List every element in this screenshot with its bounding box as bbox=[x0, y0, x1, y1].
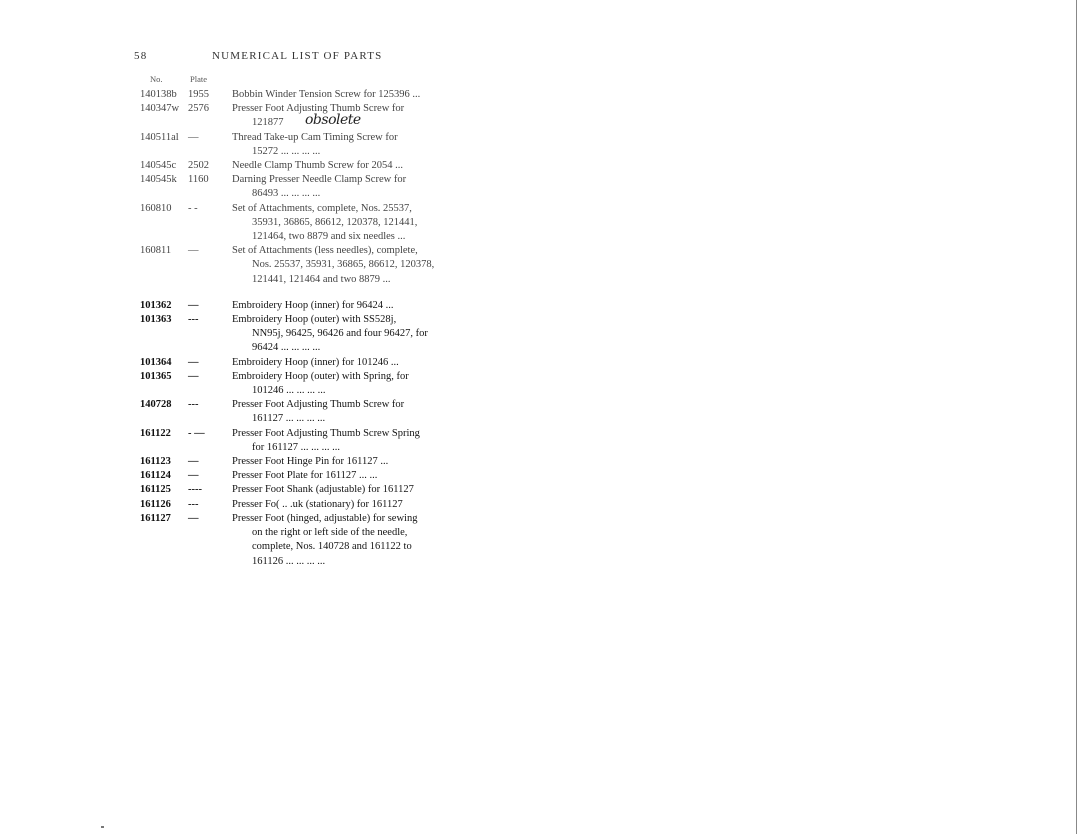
description-line: on the right or left side of the needle, bbox=[252, 527, 408, 539]
part-description bbox=[232, 131, 460, 159]
description-line: Presser Foot Adjusting Thumb Screw for bbox=[232, 399, 405, 411]
page-number: 58 bbox=[134, 50, 148, 62]
part-description bbox=[232, 370, 460, 398]
plate-number: - - bbox=[188, 202, 198, 214]
part-number: 161122 bbox=[140, 427, 171, 439]
part-description bbox=[232, 483, 460, 497]
plate-number: 1955 bbox=[188, 89, 209, 100]
plate-number: 2576 bbox=[188, 103, 209, 115]
part-entry bbox=[140, 512, 470, 569]
column-header-plate: Plate bbox=[190, 74, 207, 84]
plate-number: — bbox=[188, 299, 199, 311]
column-headers bbox=[140, 74, 470, 88]
description-line: 15272 ... ... ... ... bbox=[252, 145, 321, 157]
description-line: Presser Fo( .. .uk (stationary) for 161127 bbox=[232, 498, 403, 510]
part-description bbox=[232, 427, 460, 455]
description-line: Darning Presser Needle Clamp Screw for bbox=[232, 174, 407, 186]
part-description bbox=[232, 159, 460, 173]
description-line: Needle Clamp Thumb Screw for 2054 ... bbox=[232, 160, 403, 172]
part-entry bbox=[140, 299, 470, 313]
part-description bbox=[232, 88, 460, 102]
plate-number: 1160 bbox=[188, 174, 209, 186]
description-line: Presser Foot Hinge Pin for 161127 ... bbox=[232, 456, 389, 468]
part-number: 140545k bbox=[140, 174, 177, 186]
scan-speck bbox=[101, 826, 104, 828]
part-entry bbox=[140, 370, 470, 398]
part-entry bbox=[140, 455, 470, 469]
parts-list-bottom bbox=[140, 299, 470, 569]
part-number: 140728 bbox=[140, 399, 172, 411]
part-entry bbox=[140, 427, 470, 455]
part-description bbox=[232, 398, 460, 426]
description-line: Bobbin Winder Tension Screw for 125396 ... bbox=[232, 89, 421, 100]
description-line: 121441, 121464 and two 8879 ... bbox=[252, 273, 391, 285]
section-gap bbox=[140, 287, 470, 299]
part-number: 161125 bbox=[140, 484, 171, 496]
part-description bbox=[232, 356, 460, 370]
description-line: Set of Attachments (less needles), complete, bbox=[232, 245, 418, 257]
description-line: Embroidery Hoop (inner) for 96424 ... bbox=[232, 299, 394, 311]
part-number: 161123 bbox=[140, 456, 171, 468]
description-line: Thread Take-up Cam Timing Screw for bbox=[232, 131, 398, 143]
description-line: 121877 bbox=[252, 117, 284, 129]
part-entry bbox=[140, 131, 470, 159]
description-line: Embroidery Hoop (inner) for 101246 ... bbox=[232, 356, 399, 368]
description-line: 161126 ... ... ... ... bbox=[252, 555, 326, 567]
plate-number: --- bbox=[188, 314, 199, 326]
page-edge-line bbox=[1076, 0, 1077, 834]
description-line: Embroidery Hoop (outer) with Spring, for bbox=[232, 370, 409, 382]
part-entry bbox=[140, 244, 470, 287]
part-entry bbox=[140, 102, 470, 130]
description-line: Presser Foot Shank (adjustable) for 161127 bbox=[232, 484, 414, 496]
part-description bbox=[232, 173, 460, 201]
description-line: 101246 ... ... ... ... bbox=[252, 385, 326, 397]
part-entry bbox=[140, 356, 470, 370]
description-line: 96424 ... ... ... ... bbox=[252, 342, 321, 354]
part-number: 161126 bbox=[140, 498, 171, 510]
part-number: 160811 bbox=[140, 245, 172, 257]
part-description bbox=[232, 244, 460, 287]
plate-number: --- bbox=[188, 498, 199, 510]
description-line: 35931, 36865, 86612, 120378, 121441, bbox=[252, 216, 418, 228]
plate-number: — bbox=[188, 245, 199, 257]
part-number: 160810 bbox=[140, 202, 172, 214]
part-description bbox=[232, 469, 460, 483]
part-description bbox=[232, 202, 460, 245]
plate-number: --- bbox=[188, 399, 199, 411]
plate-number: — bbox=[188, 512, 199, 524]
description-line: Presser Foot Adjusting Thumb Screw for bbox=[232, 103, 405, 115]
description-line: 86493 ... ... ... ... bbox=[252, 188, 321, 200]
description-line: Presser Foot Plate for 161127 ... ... bbox=[232, 470, 378, 482]
part-description bbox=[232, 498, 460, 512]
part-number: 101362 bbox=[140, 299, 172, 311]
document-page bbox=[134, 50, 470, 569]
parts-list-top bbox=[140, 88, 470, 287]
plate-number: — bbox=[188, 370, 199, 382]
description-line: Embroidery Hoop (outer) with SS528j, bbox=[232, 314, 397, 326]
plate-number: — bbox=[188, 456, 199, 468]
description-line: Presser Foot Adjusting Thumb Screw Spring bbox=[232, 427, 420, 439]
part-entry bbox=[140, 173, 470, 201]
part-entry bbox=[140, 202, 470, 245]
part-number: 140545c bbox=[140, 160, 177, 172]
part-entry bbox=[140, 313, 470, 356]
description-line: for 161127 ... ... ... ... bbox=[252, 441, 340, 453]
description-line: Set of Attachments, complete, Nos. 25537, bbox=[232, 202, 412, 214]
part-entry bbox=[140, 498, 470, 512]
part-entry bbox=[140, 469, 470, 483]
description-line: complete, Nos. 140728 and 161122 to bbox=[252, 541, 412, 553]
description-line: Presser Foot (hinged, adjustable) for sewing bbox=[232, 512, 418, 524]
part-entry bbox=[140, 159, 470, 173]
part-number: 101363 bbox=[140, 314, 172, 326]
column-header-no: No. bbox=[150, 74, 163, 84]
description-line: 161127 ... ... ... ... bbox=[252, 413, 326, 425]
part-description bbox=[232, 299, 460, 313]
part-description bbox=[232, 455, 460, 469]
part-number: 101364 bbox=[140, 356, 172, 368]
part-number: 101365 bbox=[140, 370, 172, 382]
page-header bbox=[134, 50, 470, 68]
plate-number: — bbox=[188, 470, 199, 482]
part-entry bbox=[140, 398, 470, 426]
description-line: 121464, two 8879 and six needles ... bbox=[252, 231, 406, 243]
description-line: NN95j, 96425, 96426 and four 96427, for bbox=[252, 328, 428, 340]
part-number: 140511al bbox=[140, 131, 179, 143]
part-number: 140138b bbox=[140, 89, 177, 100]
part-number: 161124 bbox=[140, 470, 171, 482]
part-description bbox=[232, 313, 460, 356]
part-description bbox=[232, 512, 460, 569]
part-entry bbox=[140, 88, 470, 102]
part-number: 140347w bbox=[140, 103, 180, 115]
plate-number: 2502 bbox=[188, 160, 209, 172]
page-title: NUMERICAL LIST OF PARTS bbox=[212, 50, 383, 62]
plate-number: — bbox=[188, 131, 199, 143]
plate-number: ---- bbox=[188, 484, 202, 496]
handwritten-annotation: obsolete bbox=[305, 112, 361, 129]
description-line: Nos. 25537, 35931, 36865, 86612, 120378, bbox=[252, 259, 435, 271]
plate-number: - — bbox=[188, 427, 205, 439]
plate-number: — bbox=[188, 356, 199, 368]
part-entry bbox=[140, 483, 470, 497]
part-number: 161127 bbox=[140, 512, 171, 524]
